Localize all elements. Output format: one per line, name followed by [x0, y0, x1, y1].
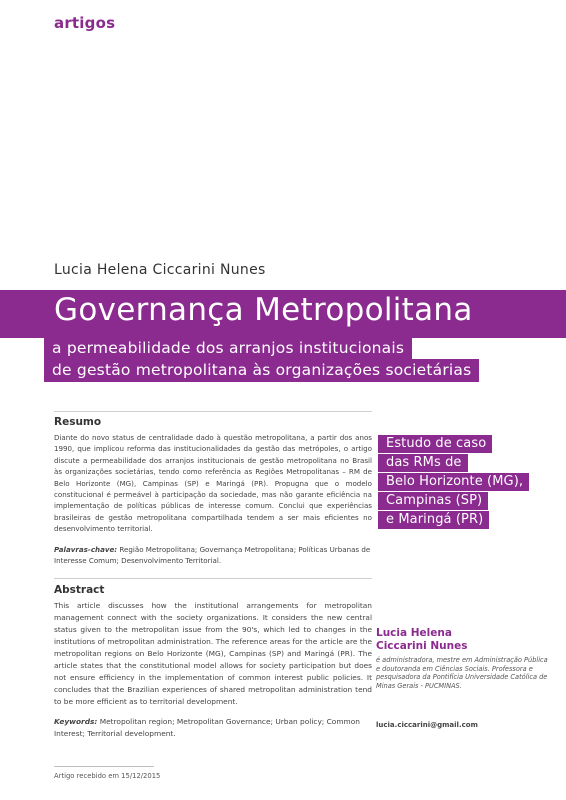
abstract-rule: [54, 578, 372, 579]
author-bio: é administradora, mestre em Administração Pública e doutoranda em Ciências Sociais. Professora e pesquisadora da Pontifícia Universidade Católica de Minas Gerais - PUCMINAS.: [376, 656, 548, 690]
abstract-heading: Abstract: [54, 584, 105, 596]
abstract-keywords-label: Keywords:: [54, 717, 98, 726]
case-study-line-1: Estudo de caso: [378, 435, 492, 453]
subtitle-line-2: de gestão metropolitana às organizações societárias: [44, 359, 479, 382]
author-box-name: [376, 627, 467, 653]
case-study-line-4: Campinas (SP): [378, 492, 488, 510]
resumo-section: [54, 416, 372, 566]
resumo-keywords: [54, 544, 372, 567]
case-study-line-2: das RMs de: [378, 454, 468, 472]
section-label: artigos: [54, 14, 116, 32]
resumo-text: Diante do novo status de centralidade dado à questão metropolitana, a partir dos anos 1990, que implicou reforma das institucionalidades da gestão das metrópoles, o artigo discute a permeabilidade dos arranjos institucionais de gestão metropolitana no Brasil às organizações societárias, tendo como referência as Regiões Metropolitanas – RM de Belo Horizonte (MG), Campinas (SP) e Maringá (PR). Propugna que o modelo constitucional é permeável à participação da sociedade, mas não garante eficiência na implementação de políticas públicas de interesse comum. Conclui que experiências brasileiras de gestão metropolitana compartilhada tendem a ser mais eficientes no desenvolvimento territorial.: [54, 433, 372, 534]
abstract-text: This article discusses how the institutional arrangements for metropolitan management connect with the society organizations. It considers the new central status given to the metropolitan issue from the 90's, which led to changes in the institutions of metropolitan administration. The reference areas for the article are the metropolitan regions on Belo Horizonte (MG), Campinas (SP) and Maringá (PR). The article states that the constitutional model allows for society participation but does not ensure efficiency in the implementation of common interest public policies. It concludes that the Brazilian experiences of shared metropolitan administration tend to be more efficient as to territorial development.: [54, 601, 372, 706]
case-study-callout: [378, 435, 529, 530]
footer-rule: [54, 766, 154, 767]
article-title: Governança Metropolitana: [54, 292, 473, 328]
author-name-line-2: Ciccarini Nunes: [376, 640, 468, 652]
abstract-keywords-text: Metropolitan region; Metropolitan Governance; Urban policy; Common Interest; Territorial development.: [54, 717, 360, 738]
abstract-keywords: [54, 716, 372, 740]
abstract-section: [54, 584, 372, 740]
resumo-keywords-text: Região Metropolitana; Governança Metropolitana; Políticas Urbanas de Interesse Comum; Desenvolvimento Territorial.: [54, 544, 371, 566]
case-study-line-3: Belo Horizonte (MG),: [378, 473, 529, 491]
author-email[interactable]: lucia.ciccarini@gmail.com: [376, 721, 478, 729]
article-author: Lucia Helena Ciccarini Nunes: [54, 262, 266, 278]
author-name-line-1: Lucia Helena: [376, 627, 452, 639]
case-study-line-5: e Maringá (PR): [378, 511, 489, 529]
resumo-rule: [54, 411, 372, 412]
resumo-heading: Resumo: [54, 416, 102, 428]
resumo-keywords-label: Palavras-chave:: [54, 544, 118, 554]
received-date: Artigo recebido em 15/12/2015: [54, 772, 161, 780]
subtitle-line-1: a permeabilidade dos arranjos institucionais: [44, 337, 412, 360]
